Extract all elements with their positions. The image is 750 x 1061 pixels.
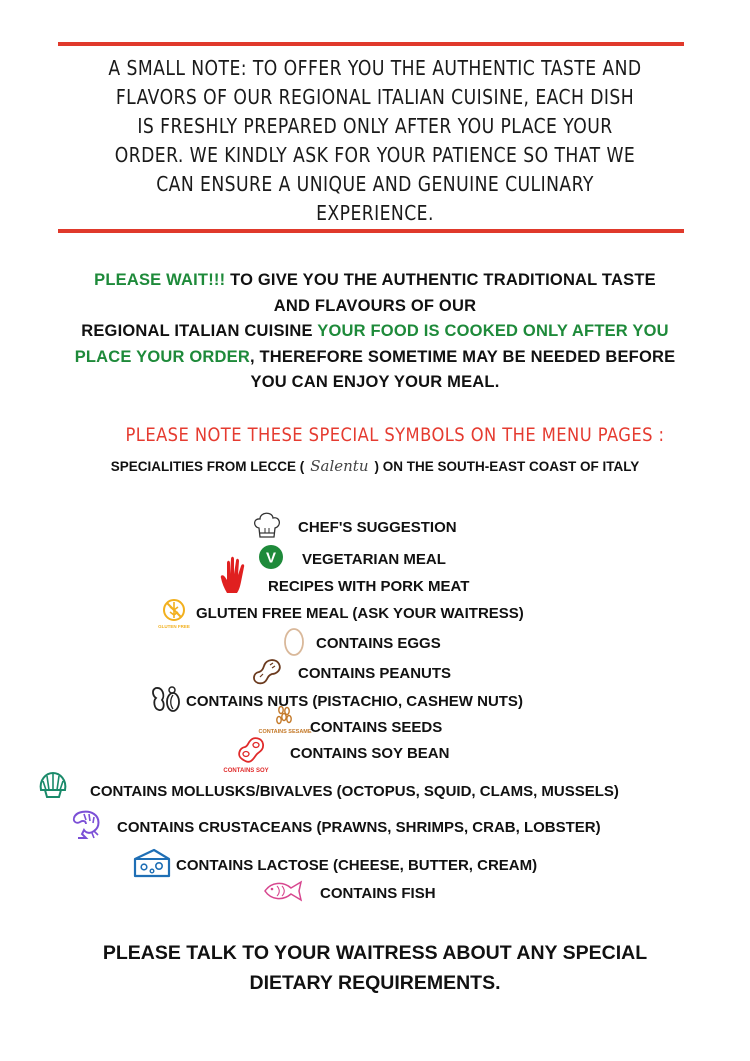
note-line: A SMALL NOTE: TO OFFER YOU THE AUTHENTIC TASTE AND [108,56,642,80]
note-line: ORDER. WE KINDLY ASK FOR YOUR PATIENCE SO THAT WE [114,143,636,167]
chef-hat-icon [250,508,284,546]
footer-line: DIETARY REQUIREMENTS. [249,972,501,994]
vegetarian-icon-letter: V [265,549,277,567]
salentu-logo: Salentu [310,457,369,475]
kitchen-note [104,54,646,228]
symbol-label: CONTAINS SEEDS [310,718,443,736]
dietary-footer [20,938,730,998]
footer-line: PLEASE TALK TO YOUR WAITRESS ABOUT ANY SPECIAL [102,942,648,964]
symbol-crustaceans [68,808,601,846]
symbols-title: PLEASE NOTE THESE SPECIAL SYMBOLS ON THE MENU PAGES : [125,424,665,446]
wait-text: YOU CAN ENJOY YOUR MEAL. [250,373,500,391]
gluten-free-icon [160,598,188,634]
symbol-label: CONTAINS CRUSTACEANS (PRAWNS, SHRIMPS, CRAB, LOBSTER) [117,818,601,836]
symbol-label: CONTAINS SOY BEAN [290,744,450,762]
lecce-specialities [0,457,750,475]
symbol-label: CONTAINS FISH [320,884,436,902]
top-divider [58,42,684,46]
symbol-label: CONTAINS MOLLUSKS/BIVALVES (OCTOPUS, SQUID, CLAMS, MUSSELS) [90,782,619,800]
symbol-pork [218,555,469,599]
sesame-icon-text: CONTAINS SESAME [258,729,312,735]
lecce-text: SPECIALITIES FROM LECCE ( [110,459,305,474]
symbol-label: CHEF'S SUGGESTION [298,518,457,536]
symbol-label: VEGETARIAN MEAL [302,550,446,568]
symbol-label: RECIPES WITH PORK MEAT [268,577,470,595]
note-line: CAN ENSURE A UNIQUE AND GENUINE CULINARY [156,172,594,196]
shell-icon [36,770,70,806]
note-line: IS FRESHLY PREPARED ONLY AFTER YOU PLACE YOUR [137,114,613,138]
please-wait-notice [10,268,740,396]
lecce-text: ) ON THE SOUTH-EAST COAST OF ITALY [374,459,640,474]
wait-text: , THEREFORE SOMETIME MAY BE NEEDED BEFORE [249,347,676,366]
shrimp-icon [68,808,104,846]
note-line: FLAVORS OF OUR REGIONAL ITALIAN CUISINE, EACH DISH [115,85,635,109]
symbol-label: CONTAINS LACTOSE (CHEESE, BUTTER, CREAM) [176,856,538,874]
symbol-mollusks [36,770,619,806]
note-line: EXPERIENCE. [316,201,434,225]
symbol-fish [262,878,436,908]
bottom-divider [58,229,684,233]
cheese-icon [132,847,172,883]
gluten-free-icon-text: GLUTEN FREE [158,624,190,629]
wait-highlight: PLACE YOUR ORDER [74,347,250,366]
wait-text: REGIONAL ITALIAN CUISINE [81,322,318,340]
wait-text: AND FLAVOURS OF OUR [273,296,477,315]
soy-icon-text: CONTAINS SOY [223,768,269,774]
wait-text: TO GIVE YOU THE AUTHENTIC TRADITIONAL TASTE [225,271,656,289]
fish-icon [262,878,306,908]
symbol-label: CONTAINS EGGS [316,634,441,652]
red-hand-icon [218,555,250,599]
symbol-label: GLUTEN FREE MEAL (ASK YOUR WAITRESS) [196,604,524,622]
symbol-label: CONTAINS PEANUTS [298,664,452,682]
nuts-icon [150,684,182,718]
wait-highlight: YOUR FOOD IS COOKED ONLY AFTER YOU [317,322,669,340]
wait-heading: PLEASE WAIT!!! [94,271,226,289]
symbol-chef [250,508,457,546]
symbol-label: CONTAINS NUTS (PISTACHIO, CASHEW NUTS) [186,692,523,710]
